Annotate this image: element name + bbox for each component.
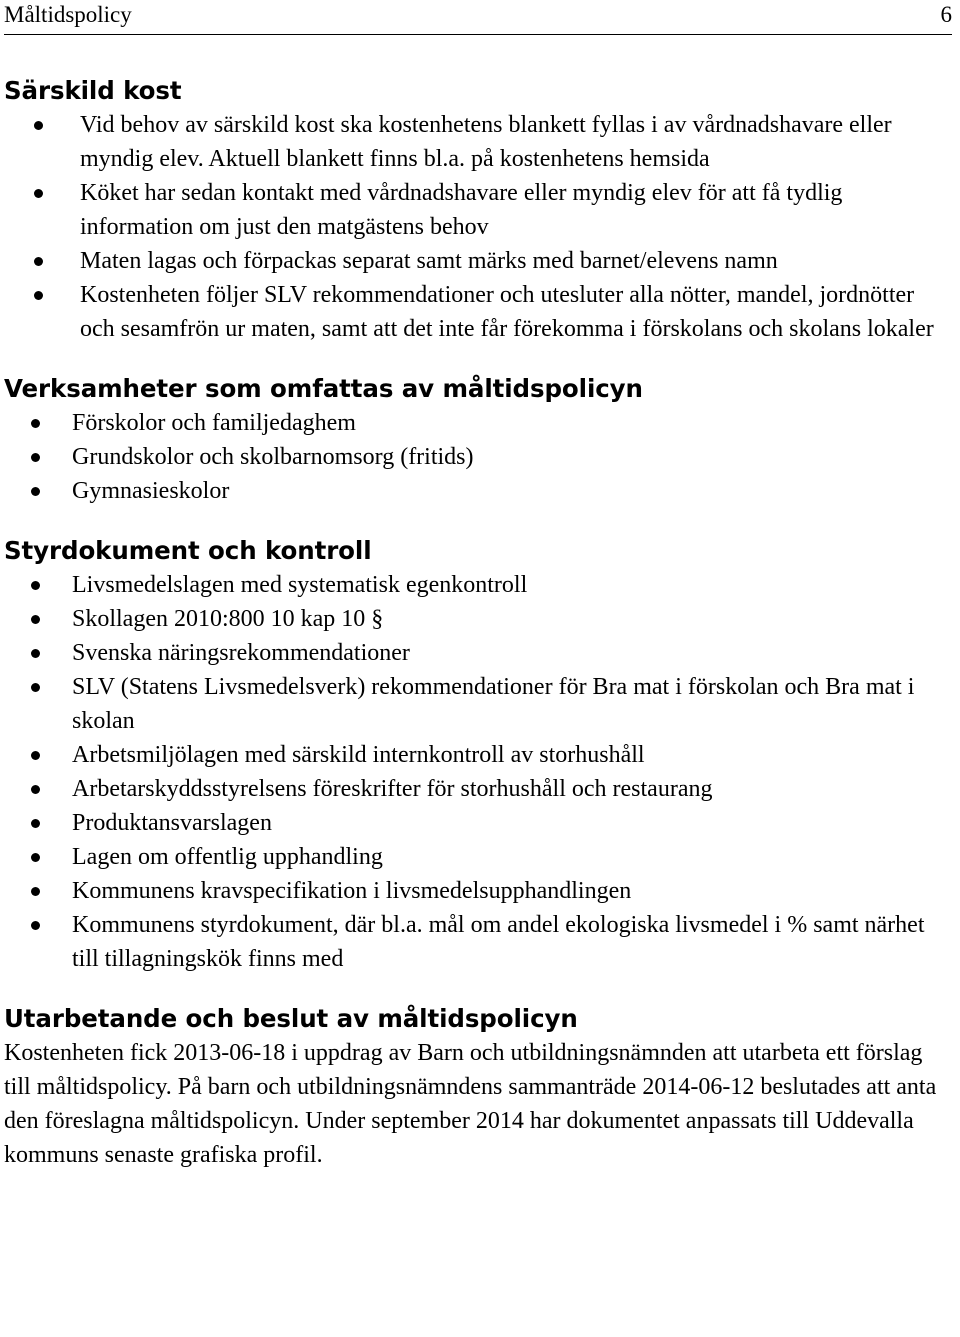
list-item: Kostenheten följer SLV rekommendationer och utesluter alla nötter, mandel, jordnötter och sesamfrön ur maten, samt att det inte får förekomma i förskolans och skolans lokaler [4, 278, 952, 346]
section-heading: Verksamheter som omfattas av måltidspolicyn [4, 374, 643, 403]
list-item: Gymnasieskolor [4, 474, 952, 508]
section-heading: Styrdokument och kontroll [4, 536, 372, 565]
list-item: Kommunens styrdokument, där bl.a. mål om andel ekologiska livsmedel i % samt närhet till tillagningskök finns med [4, 908, 952, 976]
page-number: 6 [940, 2, 952, 27]
section-spacer [4, 346, 952, 372]
document-body [4, 74, 952, 1172]
section-spacer [4, 508, 952, 534]
section-verksamheter [4, 372, 952, 508]
list-item: Köket har sedan kontakt med vårdnadshavare eller myndig elev för att få tydlig information om just den matgästens behov [4, 176, 952, 244]
section-heading: Utarbetande och beslut av måltidspolicyn [4, 1004, 578, 1033]
list-item: Arbetsmiljölagen med särskild internkontroll av storhushåll [4, 738, 952, 772]
section-heading: Särskild kost [4, 76, 182, 105]
list-item: Arbetarskyddsstyrelsens föreskrifter för storhushåll och restaurang [4, 772, 952, 806]
bullet-list [4, 108, 952, 346]
body-paragraph: Kostenheten fick 2013-06-18 i uppdrag av Barn och utbildningsnämnden att utarbeta ett förslag till måltidspolicy. På barn och utbildningsnämndens sammanträde 2014-06-12 beslutades att anta den föreslagna måltidspolicyn. Under september 2014 har dokumentet anpassats till Uddevalla kommuns senaste grafiska profil. [4, 1040, 937, 1168]
section-sarskild-kost [4, 74, 952, 346]
list-item: Maten lagas och förpackas separat samt märks med barnet/elevens namn [4, 244, 952, 278]
list-item: Lagen om offentlig upphandling [4, 840, 952, 874]
list-item: Svenska näringsrekommendationer [4, 636, 952, 670]
section-spacer [4, 976, 952, 1002]
list-item: Skollagen 2010:800 10 kap 10 § [4, 602, 952, 636]
list-item: Kommunens kravspecifikation i livsmedelsupphandlingen [4, 874, 952, 908]
list-item: Förskolor och familjedaghem [4, 406, 952, 440]
list-item: Grundskolor och skolbarnomsorg (fritids) [4, 440, 952, 474]
section-utarbetande [4, 1002, 952, 1172]
section-styrdokument [4, 534, 952, 976]
list-item: Vid behov av särskild kost ska kostenhetens blankett fyllas i av vårdnadshavare eller myndig elev. Aktuell blankett finns bl.a. på kostenhetens hemsida [4, 108, 952, 176]
page-header [4, 0, 952, 30]
list-item: Produktansvarslagen [4, 806, 952, 840]
bullet-list [4, 406, 952, 508]
list-item: SLV (Statens Livsmedelsverk) rekommendationer för Bra mat i förskolan och Bra mat i skolan [4, 670, 952, 738]
bullet-list [4, 568, 952, 976]
list-item: Livsmedelslagen med systematisk egenkontroll [4, 568, 952, 602]
header-divider [4, 34, 952, 35]
header-title: Måltidspolicy [4, 2, 132, 27]
